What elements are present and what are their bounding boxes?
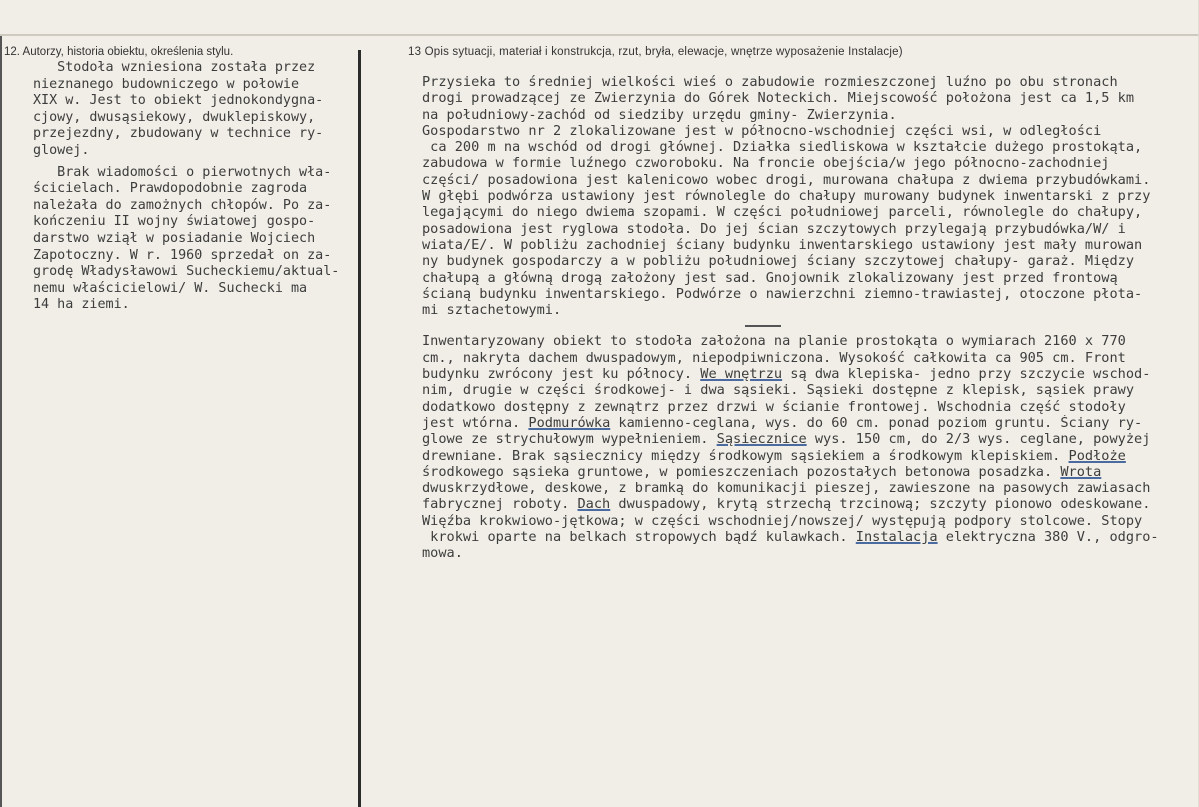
text-line: zabudowa w formie luźnego czworoboku. Na froncie obejścia/w jego północno-zachodniej bbox=[422, 155, 1110, 172]
text-line: ścianą budynku inwentarskiego. Podwórze o nawierzchni ziemno-trawiastej, otoczone płota- bbox=[422, 285, 1143, 302]
underlined-keyword: Podłoże bbox=[1068, 447, 1126, 464]
text-segment: wys. 150 cm, do 2/3 wys. ceglane, powyżej bbox=[806, 431, 1151, 448]
text-segment: budynku zwrócony jest ku północy. bbox=[422, 366, 701, 383]
text-line bbox=[422, 464, 1194, 480]
text-line bbox=[422, 382, 1194, 398]
underlined-keyword: Podmurówka bbox=[528, 414, 611, 431]
text-line: drogi prowadzącej ze Zwierzynia do Górek Noteckich. Miejscowość położona jest ca 1,5 km bbox=[422, 90, 1135, 107]
paragraph-separator bbox=[745, 325, 781, 327]
underlined-keyword: Sąsiecznice bbox=[716, 431, 807, 448]
text-segment: dodatkowo dostępny z zewnątrz przez drzwi w ścianie frontowej. Wschodnia część stodoły bbox=[422, 398, 1126, 415]
text-line: Stodoła wzniesiona została przez bbox=[33, 60, 316, 75]
text-line: Brak wiadomości o pierwotnych wła- bbox=[33, 164, 332, 180]
text-segment: jest wtórna. bbox=[422, 414, 529, 431]
section-12-heading: 12. Autorzy, historia obiektu, określenia stylu. bbox=[4, 46, 234, 58]
top-rule bbox=[0, 34, 1199, 36]
text-segment: środkowego sąsieka gruntowe, w pomieszczeniach pozostałych betonowa posadzka. bbox=[422, 463, 1061, 480]
text-segment: krokwi oparte na belkach stropowych bądź kulawkach. bbox=[422, 529, 856, 546]
text-line: na południowy-zachód od siedziby urzędu gminy- Zwierzynia. bbox=[422, 106, 897, 123]
text-line bbox=[422, 366, 1194, 382]
left-border bbox=[0, 36, 2, 807]
text-line bbox=[422, 529, 1194, 545]
underlined-keyword: Instalacja bbox=[855, 529, 938, 546]
text-segment: fabrycznej roboty. bbox=[422, 496, 578, 513]
underlined-keyword: Wrota bbox=[1060, 463, 1102, 480]
text-line bbox=[422, 333, 1194, 349]
text-line: mi sztachetowymi. bbox=[422, 302, 562, 319]
text-segment: cm., nakryta dachem dwuspadowym, niepodpiwniczona. Wysokość całkowita ca 905 cm. Front bbox=[422, 349, 1126, 366]
text-segment: Inwentaryzowany obiekt to stodoła założona na planie prostokąta o wymiarach 2160 x 770 bbox=[422, 333, 1126, 350]
history-text bbox=[33, 60, 355, 314]
text-line: kończeniu II wojny światowej gospo- bbox=[33, 214, 316, 230]
text-line: ścicielach. Prawdopodobnie zagroda bbox=[33, 181, 308, 197]
description-paragraph-1 bbox=[422, 74, 1194, 318]
text-line: XIX w. Jest to obiekt jednokondygna- bbox=[33, 93, 324, 109]
text-line: posadowiona jest ryglowa stodoła. Do jej ścian szczytowych przylegają przybudówka/W/ i bbox=[422, 220, 1126, 237]
text-line: chałupą a główną drogą założony jest sad. Gnojownik zlokalizowany jest przed frontową bbox=[422, 269, 1118, 286]
text-segment: mowa. bbox=[422, 545, 463, 562]
text-line: grodę Władysławowi Sucheckiemu/aktual- bbox=[33, 264, 340, 280]
text-line bbox=[422, 496, 1194, 512]
description-text bbox=[422, 74, 1194, 562]
text-line: należała do zamożnych chłopów. Po za- bbox=[33, 197, 332, 213]
text-line bbox=[422, 350, 1194, 366]
text-line: cjowy, dwusąsiekowy, dwuklepiskowy, bbox=[33, 109, 316, 125]
text-line: ca 200 m na wschód od drogi głównej. Działka siedliskowa w kształcie dużego prostokąta, bbox=[422, 139, 1143, 156]
text-line: przejezdny, zbudowany w technice ry- bbox=[33, 126, 324, 142]
text-line bbox=[422, 399, 1194, 415]
text-line: Gospodarstwo nr 2 zlokalizowane jest w północno-wschodniej części wsi, w odległości bbox=[422, 122, 1102, 139]
section-13-heading: 13 Opis sytuacji, materiał i konstrukcja, rzut, bryła, elewacje, wnętrze wyposażenie Instalacje) bbox=[408, 46, 903, 58]
text-line: Przysieka to średniej wielkości wieś o zabudowie rozmieszczonej luźno po obu stronach bbox=[422, 74, 1118, 90]
description-paragraph-2 bbox=[422, 333, 1194, 561]
text-line bbox=[422, 415, 1194, 431]
text-line bbox=[422, 545, 1194, 561]
text-line: 14 ha ziemi. bbox=[33, 297, 130, 313]
text-line: legającymi do niego dwiema szopami. W części południowej parceli, równolegle do chałupy, bbox=[422, 204, 1143, 221]
text-line: części/ posadowiona jest kalenicowo wobec drogi, murowana chałupa z dwiema przybudówkami. bbox=[422, 171, 1151, 188]
text-line: nieznanego budowniczego w połowie bbox=[33, 76, 300, 92]
text-line bbox=[422, 431, 1194, 447]
text-line: glowej. bbox=[33, 142, 90, 158]
text-segment: dwuskrzydłowe, deskowe, z bramką do komunikacji pieszej, zawieszone na pasowych zawiasach bbox=[422, 480, 1151, 497]
underlined-keyword: Dach bbox=[577, 496, 611, 513]
text-segment: są dwa klepiska- jedno przy szczycie wschod- bbox=[782, 366, 1151, 383]
text-line: W głębi podwórza ustawiony jest równolegle do chałupy murowany budynek inwentarski z przy bbox=[422, 188, 1151, 205]
text-segment: kamienno-ceglana, wys. do 60 cm. ponad poziom gruntu. Ściany ry- bbox=[610, 414, 1143, 431]
text-segment: glowe ze strychułowym wypełnieniem. bbox=[422, 431, 717, 448]
text-line bbox=[422, 448, 1194, 464]
text-line: darstwo wziął w posiadanie Wojciech bbox=[33, 230, 316, 246]
text-line bbox=[422, 513, 1194, 529]
text-segment: dwuspadowy, krytą strzechą trzcinową; szczyty pionowo odeskowane. bbox=[610, 496, 1151, 513]
text-segment: elektryczna 380 V., odgro- bbox=[937, 529, 1159, 546]
column-divider bbox=[358, 50, 361, 807]
text-line: Zapotoczny. W r. 1960 sprzedał on za- bbox=[33, 247, 332, 263]
text-line: nemu właścicielowi/ W. Suchecki ma bbox=[33, 280, 308, 296]
text-segment: Więźba krokwiowo-jętkowa; w części wschodniej/nowszej/ występują podpory stolcowe. Stopy bbox=[422, 512, 1143, 529]
text-line: wiata/E/. W pobliżu zachodniej ściany budynku inwentarskiego ustawiony jest mały murowan bbox=[422, 236, 1143, 253]
underlined-keyword: We wnętrzu bbox=[700, 366, 783, 383]
text-segment: nim, drugie w części środkowej- i dwa sąsieki. Sąsieki dostępne z klepisk, sąsiek prawy bbox=[422, 382, 1135, 399]
text-segment: drewniane. Brak sąsiecznicy między środkowym sąsiekiem a środkowym klepiskiem. bbox=[422, 447, 1069, 464]
text-line: ny budynek gospodarczy a w pobliżu południowej ściany szczytowej chałupy- garaż. Między bbox=[422, 253, 1135, 270]
text-line bbox=[422, 480, 1194, 496]
